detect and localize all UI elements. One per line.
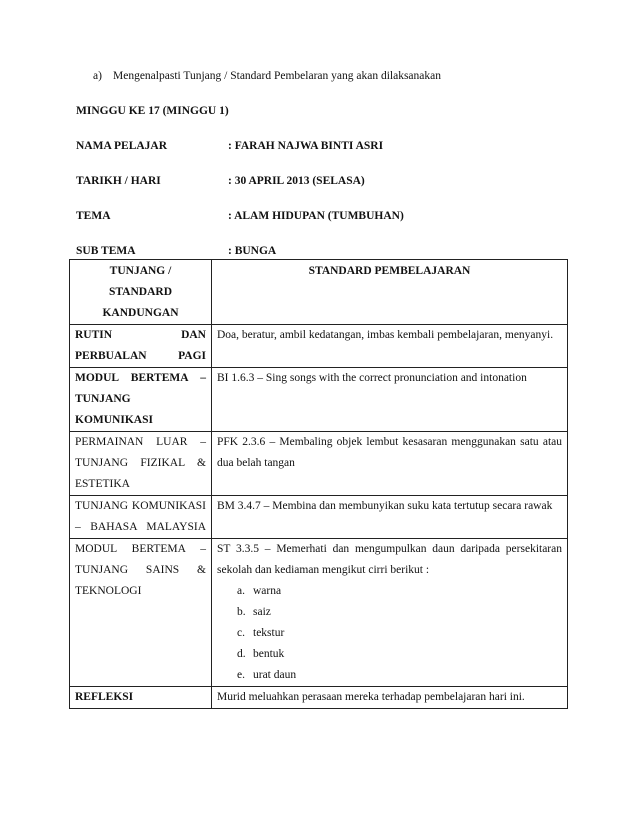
intro-text: Mengenalpasti Tunjang / Standard Pembelaran yang akan dilaksanakan (113, 70, 441, 82)
table-row (70, 368, 568, 432)
row-rutin-left: RUTIN DAN PERBUALAN PAGI (70, 325, 212, 368)
row-bm-left: TUNJANG KOMUNIKASI – BAHASA MALAYSIA (70, 496, 212, 539)
info-value-tema: : ALAM HIDUPAN (TUMBUHAN) (228, 210, 404, 222)
header-standard: STANDARD PEMBELAJARAN (212, 260, 568, 325)
table-header-row (70, 260, 568, 325)
row-fizikal-right: PFK 2.3.6 – Membaling objek lembut kesasaran menggunakan satu atau dua belah tangan (212, 432, 568, 496)
row-sains-left: MODUL BERTEMA – TUNJANG SAINS & TEKNOLOGI (70, 539, 212, 687)
criteria-list (217, 581, 562, 686)
row-sains-text: ST 3.3.5 – Memerhati dan mengumpulkan daun daripada persekitaran sekolah dan kediaman mengikut cirri berikut : (217, 543, 562, 576)
info-value-tarikh: : 30 APRIL 2013 (SELASA) (228, 175, 365, 187)
info-value-nama: : FARAH NAJWA BINTI ASRI (228, 140, 384, 152)
table-row (70, 432, 568, 496)
row-fizikal-left: PERMAINAN LUAR – TUNJANG FIZIKAL & ESTETIKA (70, 432, 212, 496)
lesson-plan-table (69, 259, 568, 709)
list-item: e. urat daun (237, 669, 297, 681)
row-rutin-right: Doa, beratur, ambil kedatangan, imbas kembali pembelajaran, menyanyi. (212, 325, 568, 368)
info-value-subtema: : BUNGA (228, 245, 277, 257)
list-item: b. saiz (237, 606, 271, 618)
table-row (70, 539, 568, 687)
info-label-tarikh: TARIKH / HARI (76, 175, 161, 187)
list-item: c. tekstur (237, 627, 285, 639)
row-sains-right (212, 539, 568, 687)
row-komunikasi-left: MODUL BERTEMA – TUNJANG KOMUNIKASI (70, 368, 212, 432)
row-refleksi-left: REFLEKSI (70, 687, 212, 709)
info-label-tema: TEMA (76, 210, 111, 222)
intro-marker: a) (93, 70, 102, 82)
table-row (70, 496, 568, 539)
row-refleksi-right: Murid meluahkan perasaan mereka terhadap pembelajaran hari ini. (212, 687, 568, 709)
list-item: d. bentuk (237, 648, 285, 660)
week-heading: MINGGU KE 17 (MINGGU 1) (76, 105, 229, 117)
header-tunjang: TUNJANG / STANDARD KANDUNGAN (70, 260, 212, 325)
row-komunikasi-right: BI 1.6.3 – Sing songs with the correct pronunciation and intonation (212, 368, 568, 432)
row-bm-right: BM 3.4.7 – Membina dan membunyikan suku kata tertutup secara rawak (212, 496, 568, 539)
table-row (70, 325, 568, 368)
table-row (70, 687, 568, 709)
info-label-subtema: SUB TEMA (76, 245, 136, 257)
info-label-nama: NAMA PELAJAR (76, 140, 168, 152)
list-item: a. warna (237, 585, 282, 597)
intro-line (93, 70, 441, 82)
